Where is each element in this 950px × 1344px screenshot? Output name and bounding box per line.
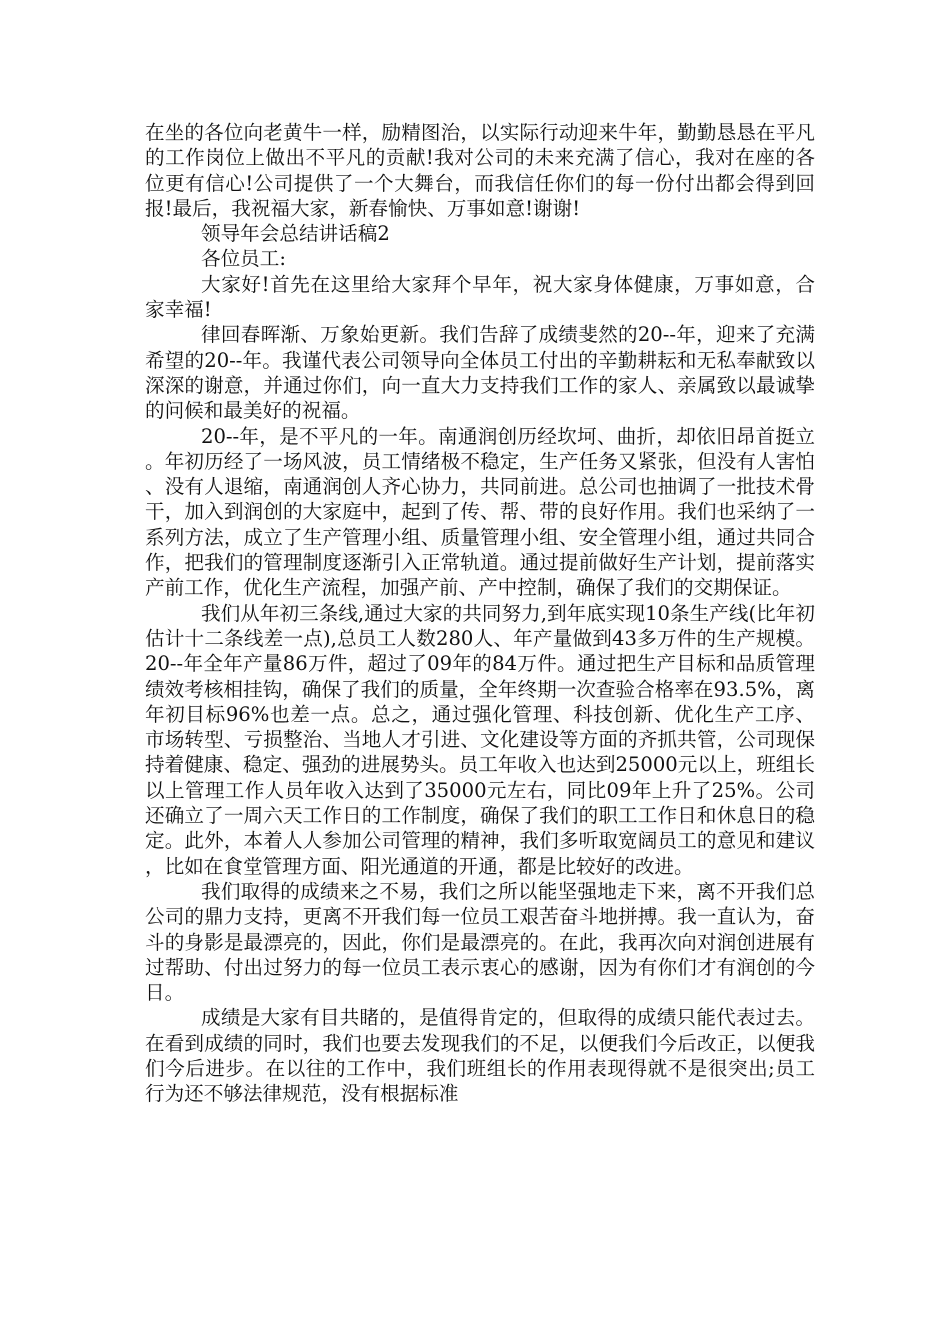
paragraph-year-review: 20--年，是不平凡的一年。南通润创历经坎坷、曲折，却依旧昂首挺立。年初历经了一场风波，员工情绪极不稳定，生产任务又紧张，但没有人害怕、没有人退缩，南通润创人齐心协力，共同前进。总公司也抽调了一批技术骨干，加入到润创的大家庭中，起到了传、帮、带的良好作用。我们也采纳了一系列方法，成立了生产管理小组、质量管理小组、安全管理小组，通过共同合作，把我们的管理制度逐渐引入正常轨道。通过提前做好生产计划，提前落实产前工作，优化生产流程，加强产前、产中控制，确保了我们的交期保证。 [145,424,815,600]
paragraph-new-year-thanks: 律回春晖渐、万象始更新。我们告辞了成绩斐然的20--年，迎来了充满希望的20--年。我谨代表公司领导向全体员工付出的辛勤耕耘和无私奉献致以深深的谢意，并通过你们，向一直大力支持我们工作的家人、亲属致以最诚挚的问候和最美好的祝福。 [145,323,815,423]
paragraph-production-results: 我们从年初三条线,通过大家的共同努力,到年底实现10条生产线(比年初估计十二条线差一点),总员工人数280人、年产量做到43多万件的生产规模。20--年全年产量86万件，超过了09年的84万件。通过把生产目标和品质管理绩效考核相挂钩，确保了我们的质量，全年终期一次查验合格率在93.5%，离年初目标96%也差一点。总之，通过强化管理、科技创新、优化生产工序、市场转型、亏损整治、当地人才引进、文化建设等方面的齐抓共管，公司现保持着健康、稳定、强劲的进展势头。员工年收入也达到25000元以上，班组长以上管理工作人员年收入达到了35000元左右，同比09年上升了25%。公司还确立了一周六天工作日的工作制度，确保了我们的职工工作日和休息日的稳定。此外，本着人人参加公司管理的精神，我们多听取宽阔员工的意见和建议，比如在食堂管理方面、阳光通道的开通，都是比较好的改进。 [145,601,815,878]
paragraph-achievements: 我们取得的成绩来之不易，我们之所以能坚强地走下来，离不开我们总公司的鼎力支持，更离不开我们每一位员工艰苦奋斗地拼搏。我一直认为，奋斗的身影是最漂亮的，因此，你们是最漂亮的。在此，我再次向对润创进展有过帮助、付出过努力的每一位员工表示衷心的感谢，因为有你们才有润创的今日。 [145,879,815,1005]
section-title: 领导年会总结讲话稿2 [201,222,390,246]
paragraph-closing-remarks: 在坐的各位向老黄牛一样，励精图治，以实际行动迎来牛年，勤勤恳恳在平凡的工作岗位上做出不平凡的贡献!我对公司的未来充满了信心，我对在座的各位更有信心!公司提供了一个大舞台，而我信任你们的每一份付出都会得到回报!最后，我祝福大家，新春愉快、万事如意!谢谢! [145,121,815,220]
paragraph-greeting: 大家好!首先在这里给大家拜个早年，祝大家身体健康，万事如意，合家幸福! [145,272,815,322]
document-body [145,120,815,1107]
paragraph-shortcomings: 成绩是大家有目共睹的，是值得肯定的，但取得的成绩只能代表过去。在看到成绩的同时，我们也要去发现我们的不足，以便我们今后改正，以便我们今后进步。在以往的工作中，我们班组长的作用表现得就不是很突出;员工行为还不够法律规范，没有根据标准 [145,1006,815,1106]
salutation: 各位员工: [201,247,286,271]
